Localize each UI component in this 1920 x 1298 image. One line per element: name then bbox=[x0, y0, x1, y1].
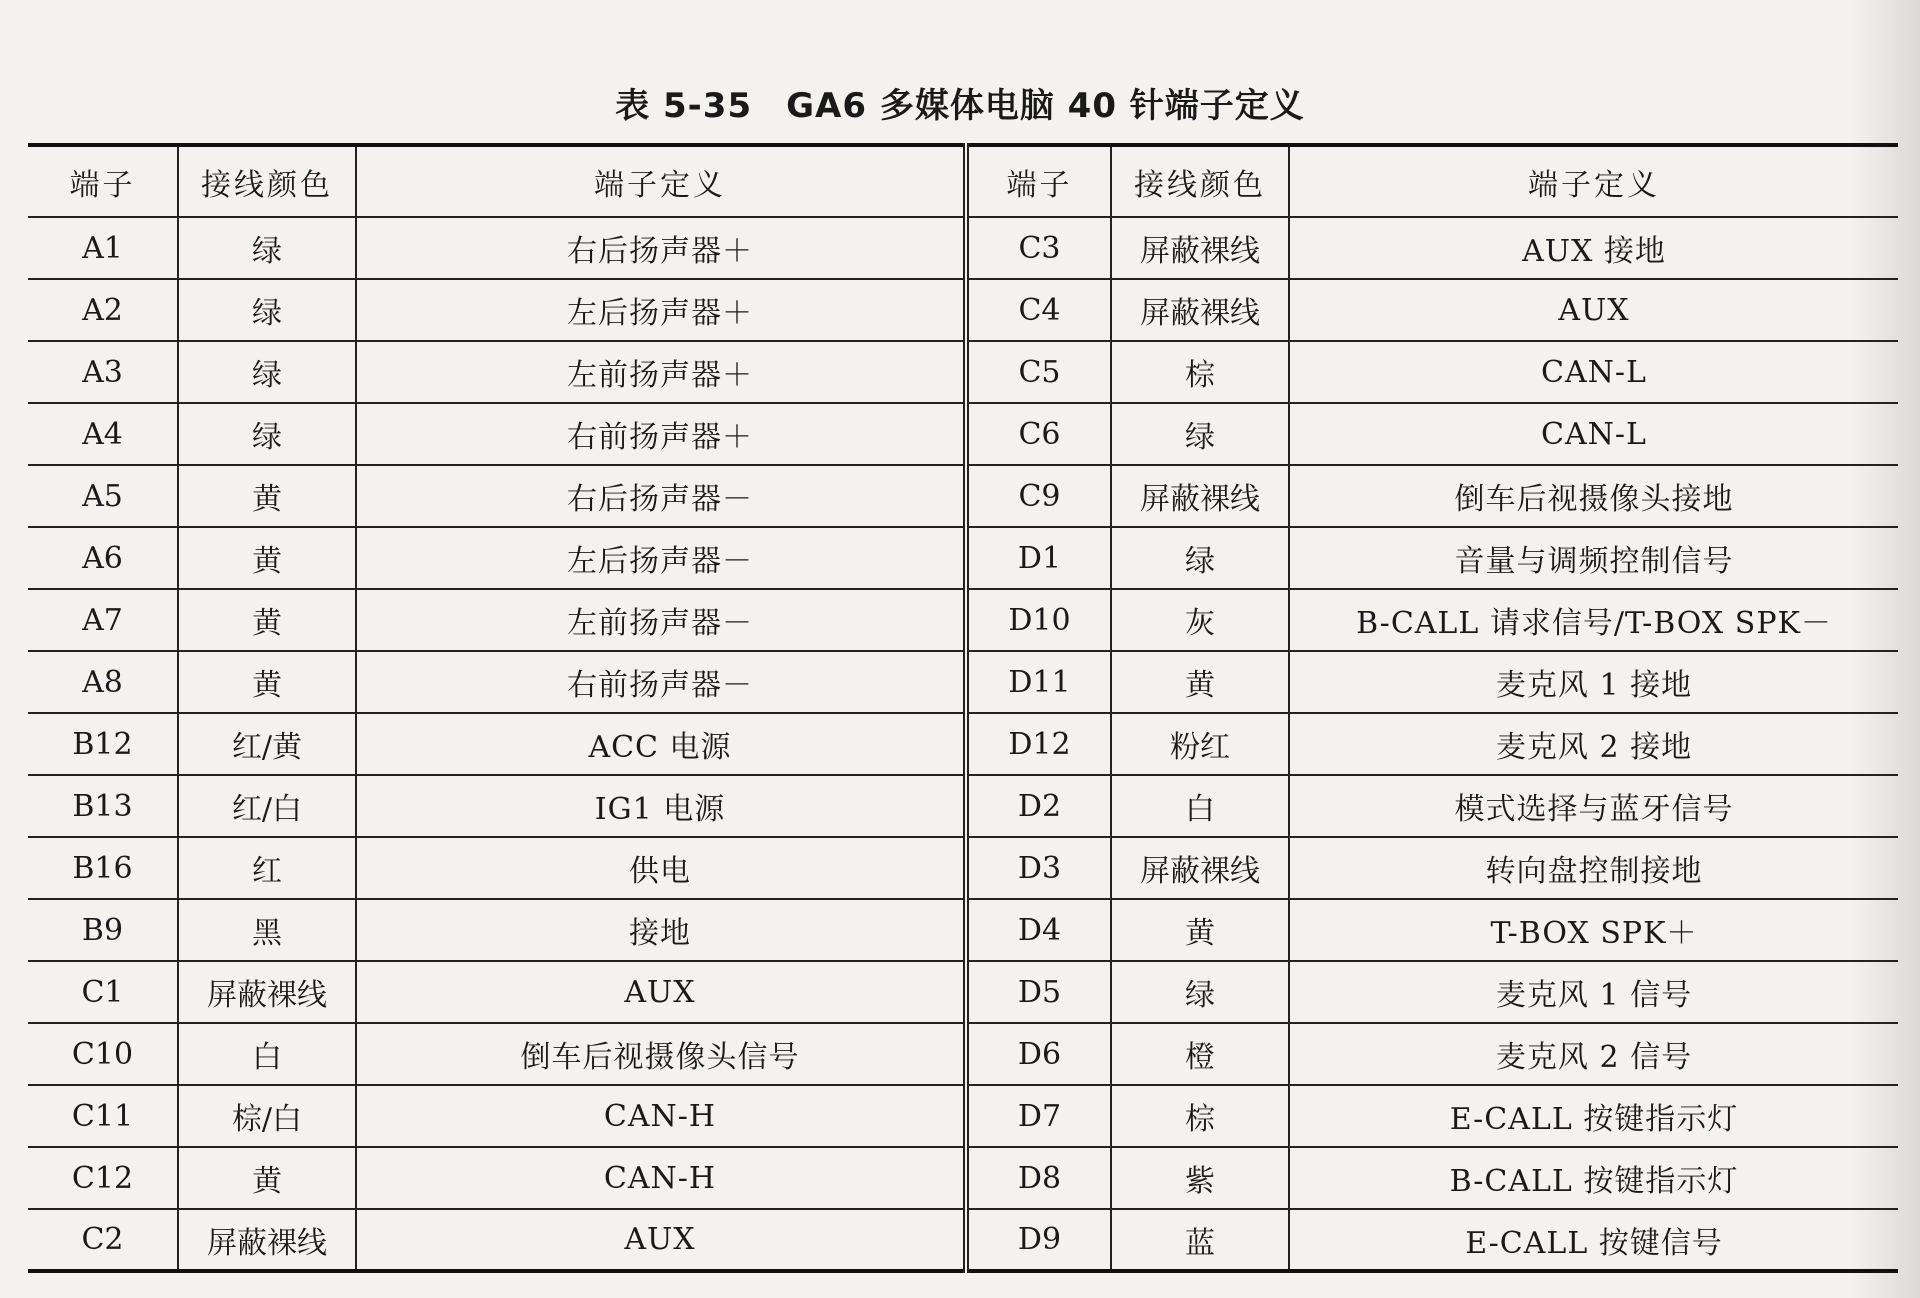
definition-cell: CAN-L bbox=[1289, 341, 1898, 403]
wire-color-cell: 紫 bbox=[1111, 1147, 1289, 1209]
terminal-cell: B12 bbox=[28, 713, 178, 775]
wire-color-cell: 屏蔽裸线 bbox=[178, 1209, 356, 1271]
table-row bbox=[28, 403, 1898, 465]
wire-color-cell: 屏蔽裸线 bbox=[1111, 837, 1289, 899]
table-row bbox=[28, 899, 1898, 961]
table-row bbox=[28, 775, 1898, 837]
header-wire-color-left: 接线颜色 bbox=[178, 145, 356, 217]
table-body bbox=[28, 217, 1898, 1271]
terminal-cell: A7 bbox=[28, 589, 178, 651]
definition-cell: E-CALL 按键指示灯 bbox=[1289, 1085, 1898, 1147]
wire-color-cell: 棕 bbox=[1111, 1085, 1289, 1147]
terminal-cell: D10 bbox=[966, 589, 1111, 651]
wire-color-cell: 粉红 bbox=[1111, 713, 1289, 775]
terminal-cell: D8 bbox=[966, 1147, 1111, 1209]
definition-cell: IG1 电源 bbox=[356, 775, 966, 837]
header-definition-left: 端子定义 bbox=[356, 145, 966, 217]
wire-color-cell: 黄 bbox=[178, 589, 356, 651]
wire-color-cell: 橙 bbox=[1111, 1023, 1289, 1085]
header-definition-right: 端子定义 bbox=[1289, 145, 1898, 217]
header-wire-color-right: 接线颜色 bbox=[1111, 145, 1289, 217]
table-row bbox=[28, 1023, 1898, 1085]
wire-color-cell: 屏蔽裸线 bbox=[1111, 279, 1289, 341]
terminal-cell: C12 bbox=[28, 1147, 178, 1209]
wire-color-cell: 黑 bbox=[178, 899, 356, 961]
definition-cell: 音量与调频控制信号 bbox=[1289, 527, 1898, 589]
terminal-cell: D3 bbox=[966, 837, 1111, 899]
table-row bbox=[28, 217, 1898, 279]
definition-cell: E-CALL 按键信号 bbox=[1289, 1209, 1898, 1271]
table-row bbox=[28, 465, 1898, 527]
terminal-cell: D11 bbox=[966, 651, 1111, 713]
terminal-cell: C10 bbox=[28, 1023, 178, 1085]
definition-cell: AUX 接地 bbox=[1289, 217, 1898, 279]
wire-color-cell: 白 bbox=[1111, 775, 1289, 837]
table-row bbox=[28, 1085, 1898, 1147]
table-row bbox=[28, 651, 1898, 713]
wire-color-cell: 黄 bbox=[178, 527, 356, 589]
wire-color-cell: 黄 bbox=[1111, 899, 1289, 961]
definition-cell: 倒车后视摄像头信号 bbox=[356, 1023, 966, 1085]
table-row bbox=[28, 961, 1898, 1023]
definition-cell: 麦克风 1 信号 bbox=[1289, 961, 1898, 1023]
definition-cell: 右前扬声器－ bbox=[356, 651, 966, 713]
terminal-cell: C4 bbox=[966, 279, 1111, 341]
wire-color-cell: 棕/白 bbox=[178, 1085, 356, 1147]
definition-cell: 左后扬声器－ bbox=[356, 527, 966, 589]
table-row bbox=[28, 1147, 1898, 1209]
terminal-cell: D4 bbox=[966, 899, 1111, 961]
table-title: GA6 多媒体电脑 40 针端子定义 bbox=[786, 86, 1305, 126]
definition-cell: 左前扬声器－ bbox=[356, 589, 966, 651]
header-terminal-left: 端子 bbox=[28, 145, 178, 217]
definition-cell: 转向盘控制接地 bbox=[1289, 837, 1898, 899]
wire-color-cell: 黄 bbox=[178, 465, 356, 527]
terminal-cell: D12 bbox=[966, 713, 1111, 775]
wire-color-cell: 绿 bbox=[178, 341, 356, 403]
terminal-cell: A4 bbox=[28, 403, 178, 465]
definition-cell: ACC 电源 bbox=[356, 713, 966, 775]
table-row bbox=[28, 1209, 1898, 1271]
terminal-cell: D7 bbox=[966, 1085, 1111, 1147]
definition-cell: CAN-L bbox=[1289, 403, 1898, 465]
wire-color-cell: 黄 bbox=[178, 1147, 356, 1209]
definition-cell: B-CALL 请求信号/T-BOX SPK－ bbox=[1289, 589, 1898, 651]
definition-cell: 模式选择与蓝牙信号 bbox=[1289, 775, 1898, 837]
terminal-cell: A5 bbox=[28, 465, 178, 527]
terminal-cell: A6 bbox=[28, 527, 178, 589]
terminal-cell: A3 bbox=[28, 341, 178, 403]
wire-color-cell: 黄 bbox=[1111, 651, 1289, 713]
wire-color-cell: 黄 bbox=[178, 651, 356, 713]
wire-color-cell: 绿 bbox=[178, 279, 356, 341]
terminal-cell: C2 bbox=[28, 1209, 178, 1271]
definition-cell: 右后扬声器＋ bbox=[356, 217, 966, 279]
wire-color-cell: 红 bbox=[178, 837, 356, 899]
definition-cell: AUX bbox=[356, 1209, 966, 1271]
wire-color-cell: 红/白 bbox=[178, 775, 356, 837]
definition-cell: CAN-H bbox=[356, 1147, 966, 1209]
terminal-cell: C11 bbox=[28, 1085, 178, 1147]
terminal-cell: C5 bbox=[966, 341, 1111, 403]
definition-cell: B-CALL 按键指示灯 bbox=[1289, 1147, 1898, 1209]
definition-cell: AUX bbox=[1289, 279, 1898, 341]
terminal-cell: A8 bbox=[28, 651, 178, 713]
table-row bbox=[28, 341, 1898, 403]
definition-cell: T-BOX SPK＋ bbox=[1289, 899, 1898, 961]
definition-cell: 右前扬声器＋ bbox=[356, 403, 966, 465]
definition-cell: 倒车后视摄像头接地 bbox=[1289, 465, 1898, 527]
wire-color-cell: 灰 bbox=[1111, 589, 1289, 651]
definition-cell: 麦克风 2 接地 bbox=[1289, 713, 1898, 775]
terminal-cell: B9 bbox=[28, 899, 178, 961]
terminal-cell: B16 bbox=[28, 837, 178, 899]
terminal-cell: A2 bbox=[28, 279, 178, 341]
terminal-cell: A1 bbox=[28, 217, 178, 279]
terminal-cell: D2 bbox=[966, 775, 1111, 837]
definition-cell: CAN-H bbox=[356, 1085, 966, 1147]
wire-color-cell: 蓝 bbox=[1111, 1209, 1289, 1271]
terminal-cell: C3 bbox=[966, 217, 1111, 279]
table-row bbox=[28, 279, 1898, 341]
wire-color-cell: 屏蔽裸线 bbox=[1111, 465, 1289, 527]
definition-cell: AUX bbox=[356, 961, 966, 1023]
terminal-cell: D9 bbox=[966, 1209, 1111, 1271]
definition-cell: 左前扬声器＋ bbox=[356, 341, 966, 403]
definition-cell: 供电 bbox=[356, 837, 966, 899]
terminal-cell: D6 bbox=[966, 1023, 1111, 1085]
wire-color-cell: 白 bbox=[178, 1023, 356, 1085]
terminal-cell: D5 bbox=[966, 961, 1111, 1023]
wire-color-cell: 绿 bbox=[178, 403, 356, 465]
definition-cell: 麦克风 1 接地 bbox=[1289, 651, 1898, 713]
terminal-cell: C6 bbox=[966, 403, 1111, 465]
definition-cell: 接地 bbox=[356, 899, 966, 961]
wire-color-cell: 绿 bbox=[1111, 403, 1289, 465]
wire-color-cell: 棕 bbox=[1111, 341, 1289, 403]
wire-color-cell: 绿 bbox=[1111, 527, 1289, 589]
wire-color-cell: 红/黄 bbox=[178, 713, 356, 775]
table-row bbox=[28, 713, 1898, 775]
terminal-cell: D1 bbox=[966, 527, 1111, 589]
terminal-cell: B13 bbox=[28, 775, 178, 837]
terminal-cell: C1 bbox=[28, 961, 178, 1023]
definition-cell: 麦克风 2 信号 bbox=[1289, 1023, 1898, 1085]
header-terminal-right: 端子 bbox=[966, 145, 1111, 217]
terminal-cell: C9 bbox=[966, 465, 1111, 527]
terminal-table-container bbox=[28, 143, 1898, 1273]
definition-cell: 左后扬声器＋ bbox=[356, 279, 966, 341]
wire-color-cell: 绿 bbox=[178, 217, 356, 279]
table-number: 表 5-35 bbox=[615, 86, 753, 126]
wire-color-cell: 屏蔽裸线 bbox=[1111, 217, 1289, 279]
terminal-definition-table bbox=[28, 143, 1898, 1273]
wire-color-cell: 屏蔽裸线 bbox=[178, 961, 356, 1023]
table-row bbox=[28, 527, 1898, 589]
table-row bbox=[28, 589, 1898, 651]
definition-cell: 右后扬声器－ bbox=[356, 465, 966, 527]
table-row bbox=[28, 837, 1898, 899]
table-header-row bbox=[28, 145, 1898, 217]
wire-color-cell: 绿 bbox=[1111, 961, 1289, 1023]
table-caption bbox=[0, 78, 1920, 127]
